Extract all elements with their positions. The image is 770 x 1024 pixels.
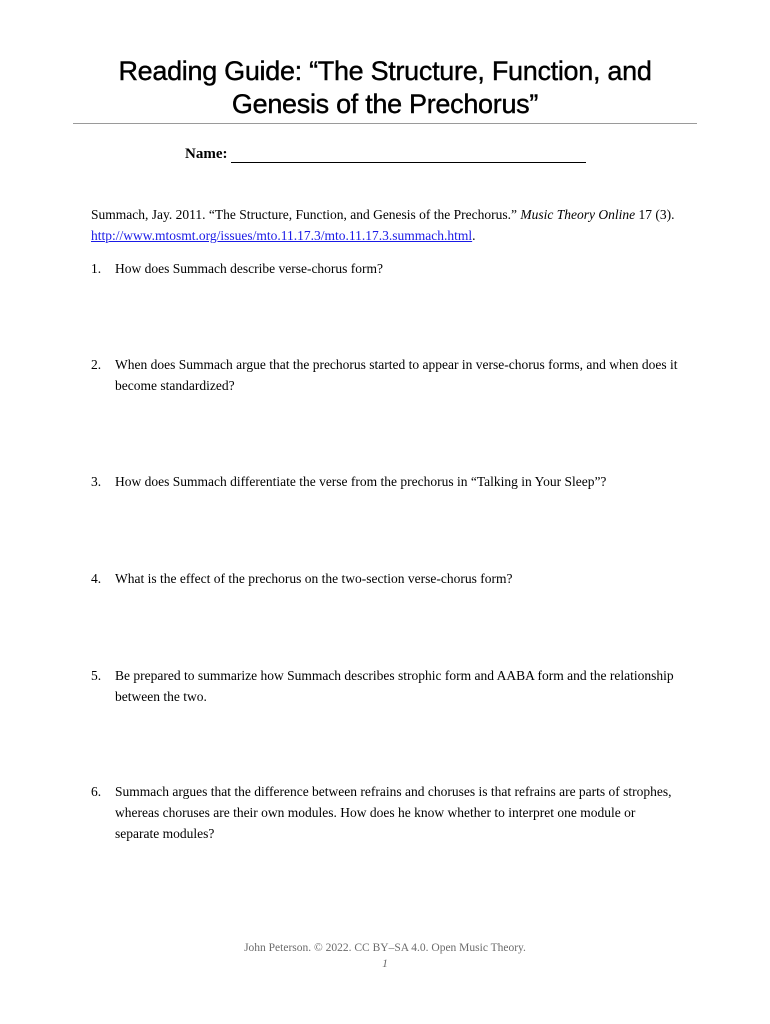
- citation-journal: Music Theory Online: [520, 207, 636, 222]
- name-blank-line[interactable]: [231, 146, 586, 163]
- page-title: [0, 55, 770, 121]
- question-item: [91, 568, 681, 589]
- citation-link[interactable]: http://www.mtosmt.org/issues/mto.11.17.3/mto.11.17.3.summach.html: [91, 228, 473, 243]
- page-number: 1: [382, 958, 388, 970]
- question-text: Be prepared to summarize how Summach describes strophic form and AABA form and the relationship between the two.: [115, 668, 674, 704]
- title-divider: [73, 123, 697, 124]
- question-number: 1.: [91, 261, 102, 276]
- question-item: [91, 471, 681, 492]
- name-label: Name:: [185, 146, 228, 162]
- question-text: How does Summach differentiate the verse from the prechorus in “Talking in Your Sleep”?: [115, 474, 607, 489]
- title-line-2: Genesis of the Prechorus”: [231, 89, 539, 119]
- question-item: [91, 665, 681, 707]
- question-number: 3.: [91, 474, 102, 489]
- question-item: [91, 258, 681, 279]
- title-line-1: Reading Guide: “The Structure, Function, and: [118, 56, 652, 86]
- question-number: 6.: [91, 784, 102, 799]
- question-item: [91, 354, 681, 396]
- question-text: What is the effect of the prechorus on the two-section verse-chorus form?: [115, 571, 513, 586]
- citation-text-after: .: [472, 228, 476, 243]
- question-text: How does Summach describe verse-chorus form?: [115, 261, 384, 276]
- citation: [91, 204, 681, 246]
- citation-text-mid: 17 (3).: [635, 207, 675, 222]
- footer-credit: John Peterson. © 2022. CC BY–SA 4.0. Open Music Theory.: [244, 942, 526, 954]
- page-footer: [0, 940, 770, 972]
- question-number: 5.: [91, 668, 102, 683]
- citation-text-before: Summach, Jay. 2011. “The Structure, Function, and Genesis of the Prechorus.”: [91, 207, 521, 222]
- question-number: 4.: [91, 571, 102, 586]
- name-field-row: [185, 146, 586, 163]
- question-text: Summach argues that the difference between refrains and choruses is that refrains are parts of strophes, whereas choruses are their own modules. How does he know whether to interpret one module or separate modules?: [115, 784, 672, 841]
- question-number: 2.: [91, 357, 102, 372]
- question-text: When does Summach argue that the prechorus started to appear in verse-chorus forms, and when does it become standardized?: [115, 357, 678, 393]
- question-item: [91, 781, 681, 844]
